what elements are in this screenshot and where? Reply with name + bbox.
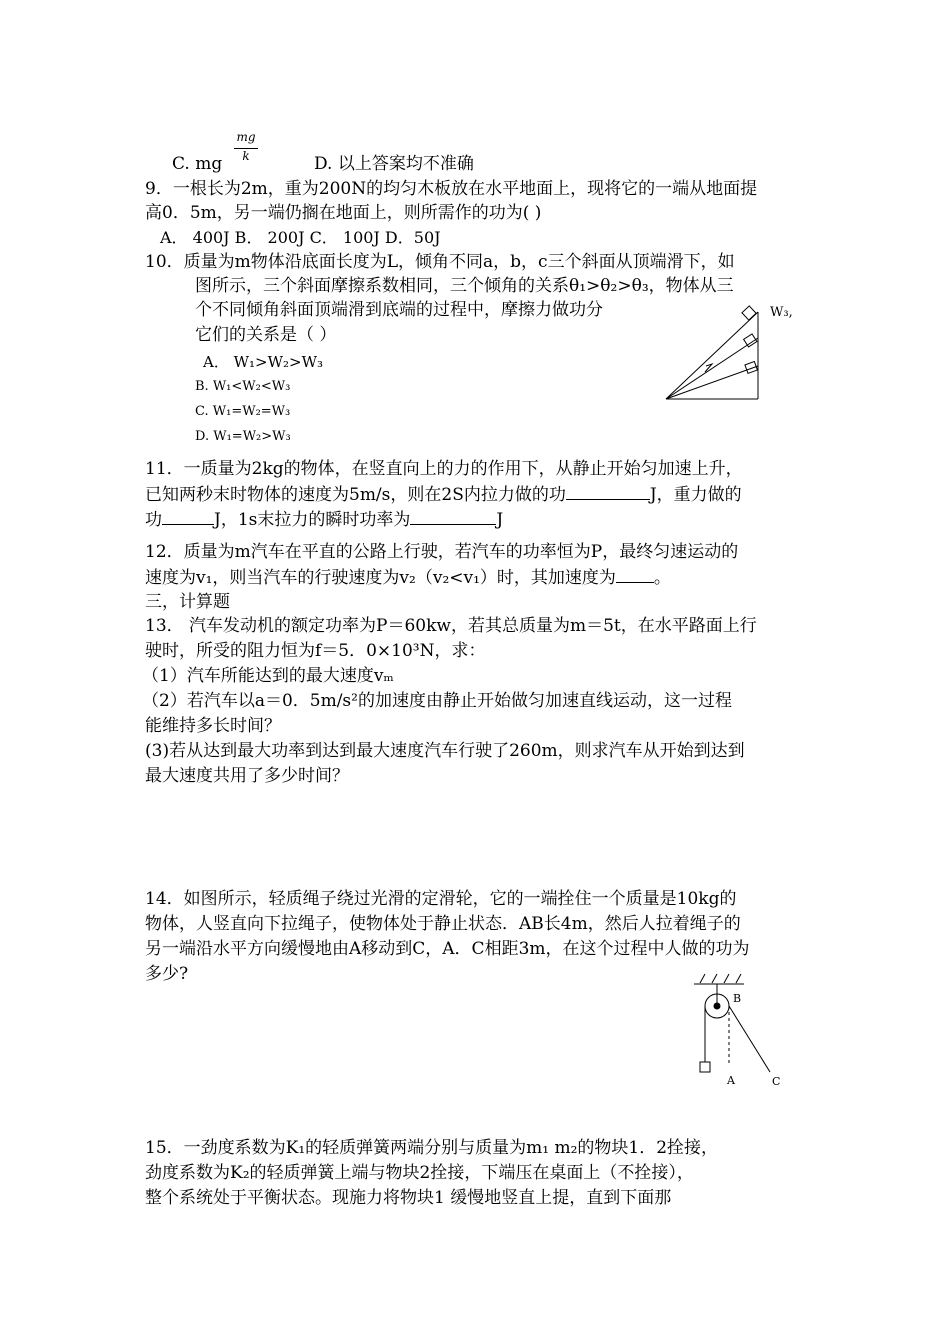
inclines-diagram — [660, 300, 780, 410]
q9-line2: 高0．5m，另一端仍搁在地面上，则所需作的功为( ) — [145, 203, 542, 223]
q12-line1: 12．质量为m汽车在平直的公路上行驶，若汽车的功率恒为P，最终匀速运动的 — [145, 542, 739, 562]
answer-blank[interactable] — [162, 508, 214, 525]
answer-blank[interactable] — [566, 483, 650, 500]
label-b: B — [733, 992, 742, 1005]
answer-blank[interactable] — [410, 508, 496, 525]
q11-line3-c: J — [496, 510, 504, 530]
section-heading: 三，计算题 — [145, 592, 230, 612]
q13-sub2b: 能维持多长时间？ — [145, 716, 281, 736]
q10-line4: 它们的关系是（ ） — [195, 325, 337, 345]
q11-line3-b: J，1s末拉力的瞬时功率为 — [214, 510, 411, 530]
q13-sub1: （1）汽车所能达到的最大速度vₘ — [142, 666, 394, 686]
q14-line4: 多少? — [145, 964, 189, 984]
q10-line3: 个不同倾角斜面顶端滑到底端的过程中，摩擦力做功分 — [195, 300, 603, 320]
q13-sub2a: （2）若汽车以a＝0．5m/s²的加速度由静止开始做匀加速直线运动，这一过程 — [142, 691, 732, 711]
q11-line2-tail: J，重力做的 — [649, 485, 742, 505]
q10-option-a: A． W₁>W₂>W₃ — [203, 353, 324, 371]
q14-line1: 14．如图所示，轻质绳子绕过光滑的定滑轮，它的一端拴住一个质量是10kg的 — [145, 889, 737, 909]
q15-line3: 整个系统处于平衡状态。现施力将物块1 缓慢地竖直上提，直到下面那 — [145, 1188, 672, 1208]
q8-option-d: D. 以上答案均不准确 — [314, 154, 474, 174]
q10-option-d: D. W₁=W₂>W₃ — [195, 429, 291, 444]
pulley-diagram — [690, 970, 800, 1090]
q14-line3: 另一端沿水平方向缓慢地由A移动到C，A．C相距3m，在这个过程中人做的功为 — [145, 939, 750, 959]
q9-line1: 9．一根长为2m，重为200N的均匀木板放在水平地面上，现将它的一端从地面提 — [145, 179, 758, 199]
label-c: C — [772, 1075, 781, 1088]
q11-line3-a: 功 — [145, 510, 162, 530]
q13-line1: 13． 汽车发动机的额定功率为P＝60kw，若其总质量为m＝5t，在水平路面上行 — [145, 616, 757, 636]
q12-line2-text: 速度为v₁，则当汽车的行驶速度为v₂（v₂<v₁）时，其加速度为 — [145, 568, 616, 588]
q13-sub3a: (3)若从达到最大功率到达到最大速度汽车行驶了260m，则求汽车从开始到达到 — [145, 741, 745, 761]
q10-option-b: B. W₁<W₂<W₃ — [195, 379, 291, 394]
q10-line1: 10．质量为m物体沿底面长度为L，倾角不同a，b，c三个斜面从顶端滑下，如 — [145, 252, 735, 272]
fraction-denominator: k — [242, 149, 250, 163]
answer-blank[interactable] — [616, 566, 654, 583]
q11-line2-text: 已知两秒末时物体的速度为5m/s，则在2S内拉力做的功 — [145, 485, 566, 505]
q12-line2 — [145, 566, 671, 589]
fraction-numerator: mg — [236, 130, 256, 144]
q13-line2: 驶时，所受的阻力恒为f＝5．0×10³N，求： — [145, 641, 486, 661]
q10-option-c: C. W₁=W₂=W₃ — [195, 404, 291, 419]
q10-line3-tail: W₃, — [770, 305, 793, 320]
q13-sub3b: 最大速度共用了多少时间？ — [145, 766, 349, 786]
q8-option-c: C. mg — [172, 154, 223, 174]
q11-line1: 11．一质量为2kg的物体，在竖直向上的力的作用下，从静止开始匀加速上升， — [145, 459, 743, 479]
q11-line2 — [145, 483, 742, 506]
q14-line2: 物体，人竖直向下拉绳子，使物体处于静止状态．AB长4m，然后人拉着绳子的 — [145, 914, 741, 934]
q15-line1: 15．一劲度系数为K₁的轻质弹簧两端分别与质量为m₁ m₂的物块1．2拴接， — [145, 1138, 719, 1158]
q9-options: A． 400J B． 200J C． 100J D．50J — [160, 228, 441, 247]
q15-line2: 劲度系数为K₂的轻质弹簧上端与物块2拴接，下端压在桌面上（不拴接）， — [145, 1163, 694, 1183]
label-a: A — [727, 1074, 735, 1087]
q10-line2: 图所示，三个斜面摩擦系数相同，三个倾角的关系θ₁>θ₂>θ₃，物体从三 — [195, 276, 734, 296]
q12-line2-tail: 。 — [653, 568, 671, 588]
q11-line3 — [145, 508, 503, 531]
